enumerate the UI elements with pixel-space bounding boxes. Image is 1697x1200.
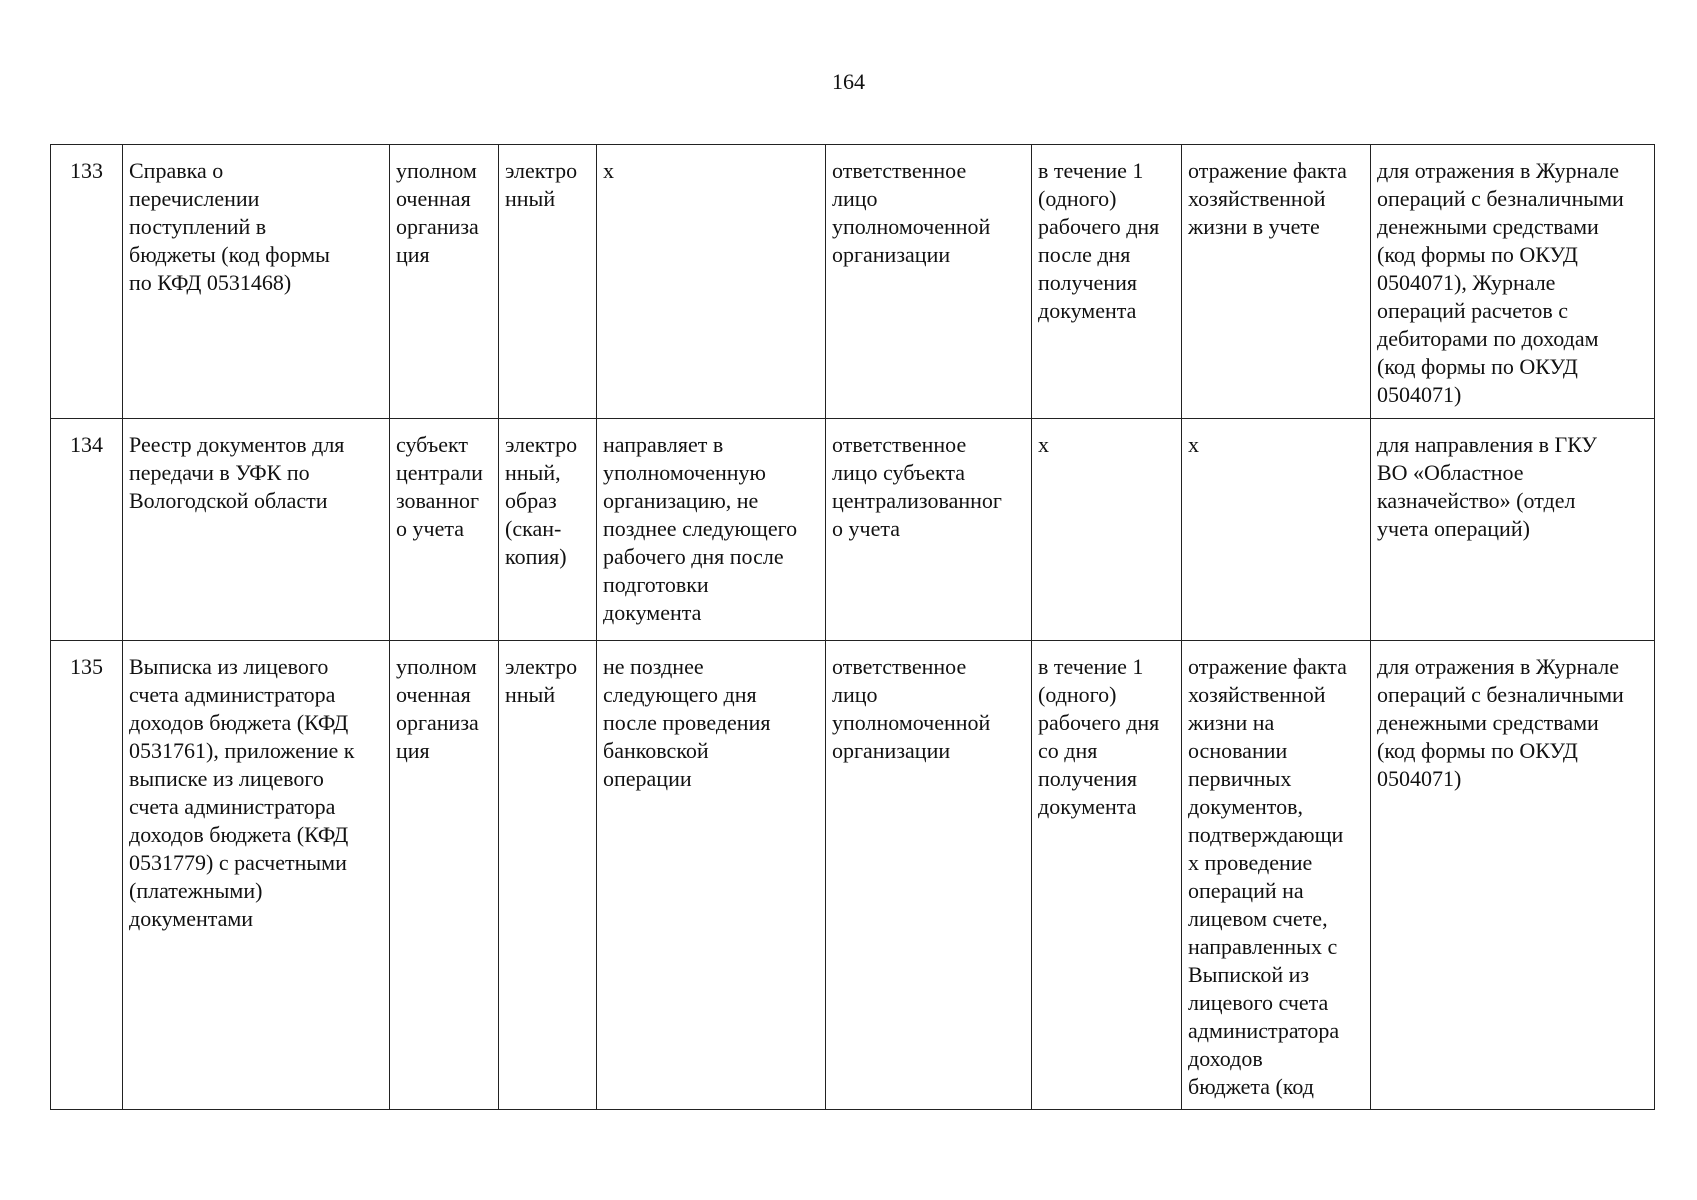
purpose-cell: для направления в ГКУ ВО «Областное казначейство» (отдел учета операций) bbox=[1371, 419, 1655, 641]
row-number-cell: 133 bbox=[51, 145, 123, 419]
document-name-cell: Справка о перечислении поступлений в бюджеты (код формы по КФД 0531468) bbox=[123, 145, 390, 419]
table-row bbox=[51, 641, 1655, 1110]
processing-term-cell: в течение 1 (одного) рабочего дня после дня получения документа bbox=[1032, 145, 1182, 419]
purpose-cell: для отражения в Журнале операций с безналичными денежными средствами (код формы по ОКУД 0504071) bbox=[1371, 641, 1655, 1110]
creator-cell: уполном оченная организа ция bbox=[390, 145, 499, 419]
processing-term-cell: х bbox=[1032, 419, 1182, 641]
purpose-cell: для отражения в Журнале операций с безналичными денежными средствами (код формы по ОКУД 0504071), Журнале операций расчетов с дебиторами по доходам (код формы по ОКУД 0504071) bbox=[1371, 145, 1655, 419]
processing-term-cell: в течение 1 (одного) рабочего дня со дня получения документа bbox=[1032, 641, 1182, 1110]
row-number-cell: 134 bbox=[51, 419, 123, 641]
reflection-cell: отражение факта хозяйственной жизни на основании первичных документов, подтверждающи х проведение операций на лицевом счете, направленных с Выпиской из лицевого счета администратора доходов бюджета (код bbox=[1182, 641, 1371, 1110]
document-register-table bbox=[50, 144, 1655, 1110]
creator-cell: уполном оченная организа ция bbox=[390, 641, 499, 1110]
table-row bbox=[51, 145, 1655, 419]
row-number-cell: 135 bbox=[51, 641, 123, 1110]
creator-cell: субъект централи зованног о учета bbox=[390, 419, 499, 641]
responsible-person-cell: ответственное лицо субъекта централизованног о учета bbox=[826, 419, 1032, 641]
reflection-cell: отражение факта хозяйственной жизни в учете bbox=[1182, 145, 1371, 419]
document-name-cell: Выписка из лицевого счета администратора доходов бюджета (КФД 0531761), приложение к выписке из лицевого счета администратора доходов бюджета (КФД 0531779) с расчетными (платежными) документами bbox=[123, 641, 390, 1110]
reflection-cell: х bbox=[1182, 419, 1371, 641]
format-cell: электро нный, образ (скан- копия) bbox=[499, 419, 597, 641]
responsible-person-cell: ответственное лицо уполномоченной организации bbox=[826, 641, 1032, 1110]
page-number: 164 bbox=[832, 69, 865, 94]
table-row bbox=[51, 419, 1655, 641]
deadline-cell: х bbox=[597, 145, 826, 419]
format-cell: электро нный bbox=[499, 641, 597, 1110]
deadline-cell: не позднее следующего дня после проведения банковской операции bbox=[597, 641, 826, 1110]
format-cell: электро нный bbox=[499, 145, 597, 419]
deadline-cell: направляет в уполномоченную организацию, не позднее следующего рабочего дня после подготовки документа bbox=[597, 419, 826, 641]
document-name-cell: Реестр документов для передачи в УФК по Вологодской области bbox=[123, 419, 390, 641]
responsible-person-cell: ответственное лицо уполномоченной организации bbox=[826, 145, 1032, 419]
